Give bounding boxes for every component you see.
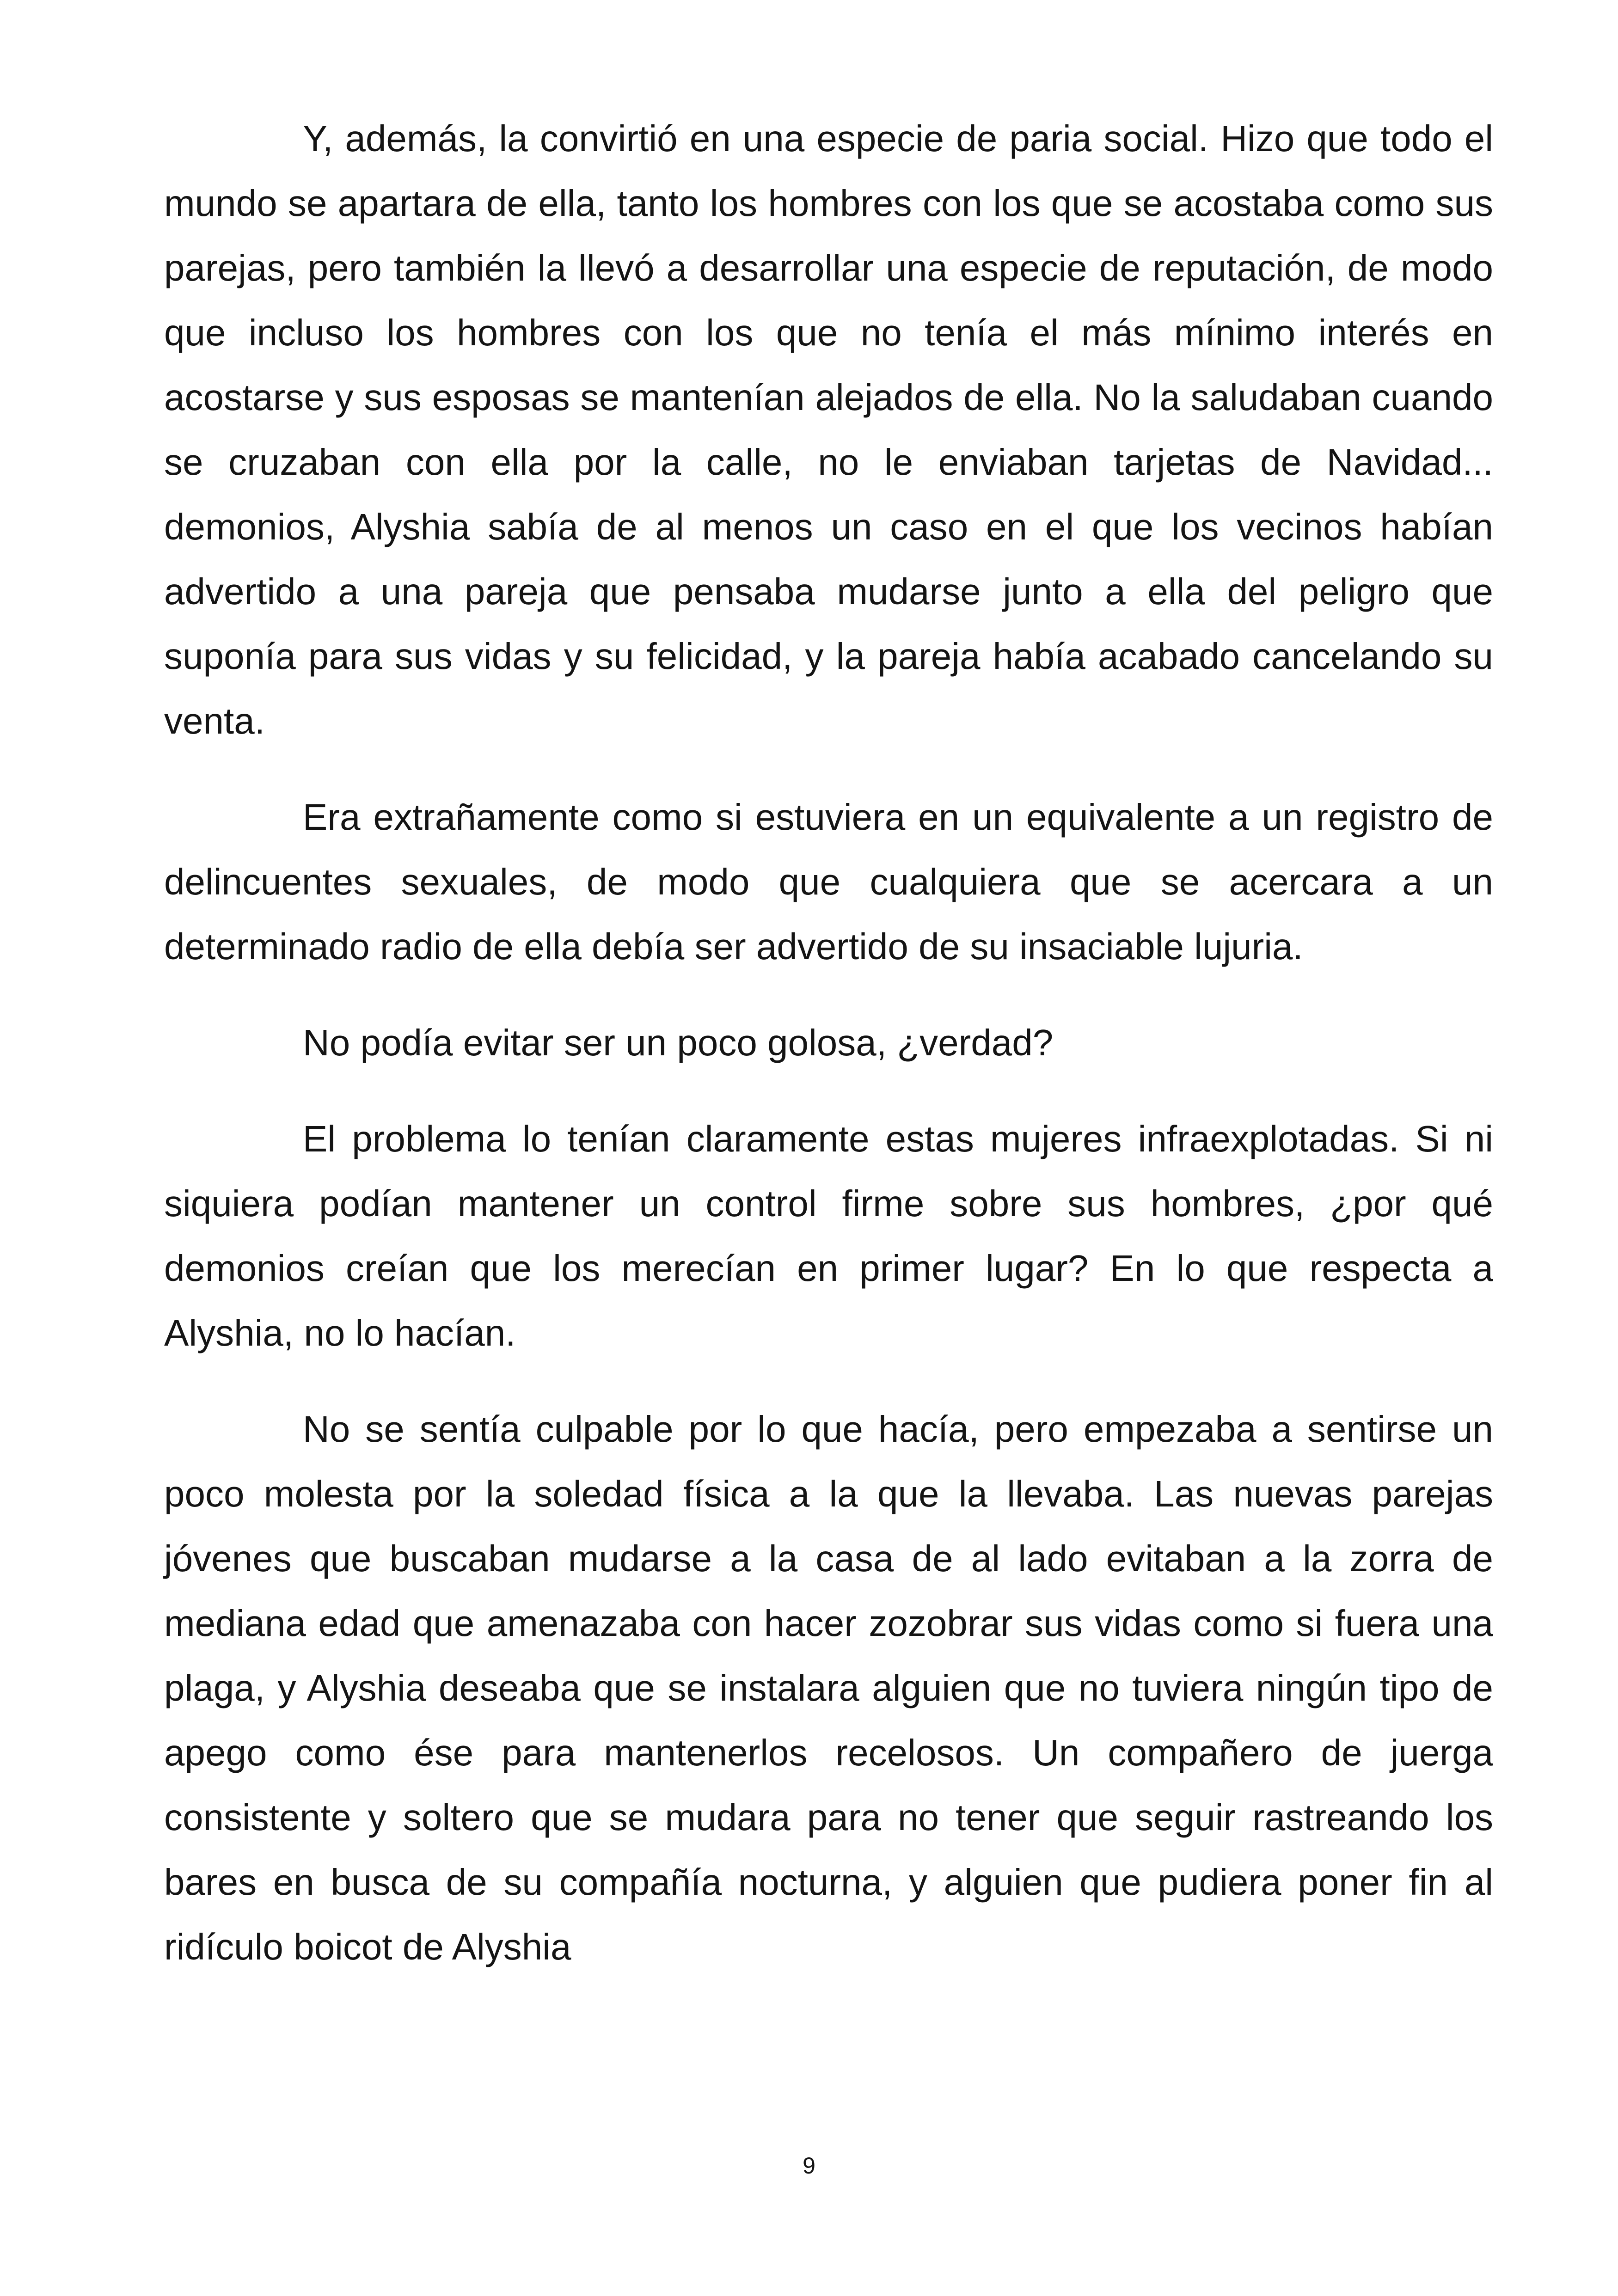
page-number: 9 <box>803 2153 815 2179</box>
paragraph-1: Y, además, la convirtió en una especie de paria social. Hizo que todo el mundo se apartara de ella, tanto los hombres con los que se acostaba como sus parejas, pero también la llevó a desarrollar una especie de reputación, de modo que incluso los hombres con los que no tenía el más mínimo interés en acostarse y sus esposas se mantenían alejados de ella. No la saludaban cuando se cruzaban con ella por la calle, no le enviaban tarjetas de Navidad... demonios, Alyshia sabía de al menos un caso en el que los vecinos habían advertido a una pareja que pensaba mudarse junto a ella del peligro que suponía para sus vidas y su felicidad, y la pareja había acabado cancelando su venta. <box>164 118 1493 741</box>
paragraph-3: No podía evitar ser un poco golosa, ¿verdad? <box>303 1022 1054 1063</box>
paragraph-2: Era extrañamente como si estuviera en un equivalente a un registro de delincuentes sexuales, de modo que cualquiera que se acercara a un determinado radio de ella debía ser advertido de su insaciable lujuria. <box>164 796 1493 967</box>
body-text <box>164 106 1493 1979</box>
paragraph-4: El problema lo tenían claramente estas mujeres infraexplotadas. Si ni siquiera podían mantener un control firme sobre sus hombres, ¿por qué demonios creían que los merecían en primer lugar? En lo que respecta a Alyshia, no lo hacían. <box>164 1118 1493 1353</box>
paragraph-5: No se sentía culpable por lo que hacía, pero empezaba a sentirse un poco molesta por la soledad física a la que la llevaba. Las nuevas parejas jóvenes que buscaban mudarse a la casa de al lado evitaban a la zorra de mediana edad que amenazaba con hacer zozobrar sus vidas como si fuera una plaga, y Alyshia deseaba que se instalara alguien que no tuviera ningún tipo de apego como ése para mantenerlos recelosos. Un compañero de juerga consistente y soltero que se mudara para no tener que seguir rastreando los bares en busca de su compañía nocturna, y alguien que pudiera poner fin al ridículo boicot de Alyshia <box>164 1408 1493 1967</box>
